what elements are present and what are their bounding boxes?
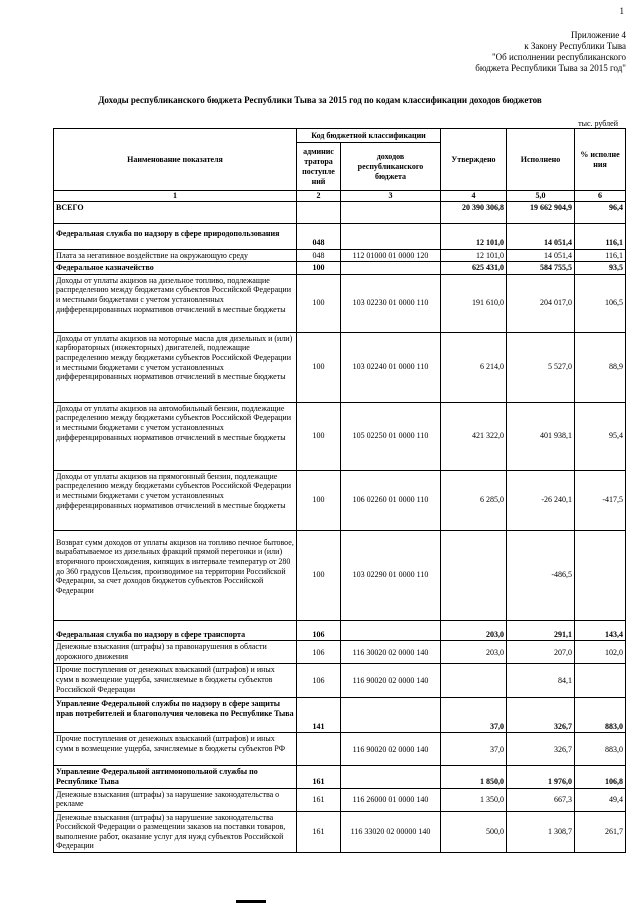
column-number: 3 (341, 191, 441, 202)
row-approved: 500,0 (441, 811, 507, 852)
row-income-code (341, 262, 441, 275)
row-income-code (341, 201, 441, 223)
row-name: Прочие поступления от денежных взысканий (штрафов) и иных сумм в возмещение ущерба, зачисляемые в бюджеты субъектов РФ (54, 733, 297, 766)
header-percent: % исполне ния (575, 129, 626, 191)
table-row (54, 811, 626, 852)
column-number: 6 (575, 191, 626, 202)
row-approved: 625 431,0 (441, 262, 507, 275)
header-name: Наименование показателя (54, 129, 297, 191)
row-approved: 37,0 (441, 698, 507, 733)
row-income-code (341, 766, 441, 788)
row-admin-code: 106 (297, 641, 341, 664)
row-executed: 204 017,0 (507, 274, 575, 332)
row-approved: 1 350,0 (441, 788, 507, 811)
row-executed: 5 527,0 (507, 332, 575, 402)
row-name: Доходы от уплаты акцизов на дизельное топливо, подлежащие распределению между бюджетами субъектов Российской Федерации и местными бюджетами с учетом установленных дифференцированных нормативов отчислений в местные бюджеты (54, 274, 297, 332)
table-row (54, 201, 626, 223)
row-executed: 84,1 (507, 664, 575, 698)
row-income-code (341, 698, 441, 733)
table-row (54, 223, 626, 249)
row-percent: 95,4 (575, 402, 626, 470)
row-name: Управление Федеральной антимонопольной службы по Республике Тыва (54, 766, 297, 788)
row-executed: 14 051,4 (507, 223, 575, 249)
row-name: Управление Федеральной службы по надзору в сфере защиты прав потребителей и благополучия человека по Республике Тыва (54, 698, 297, 733)
row-executed: 326,7 (507, 733, 575, 766)
row-executed: 584 755,5 (507, 262, 575, 275)
header-executed: Исполнено (507, 129, 575, 191)
row-percent: 49,4 (575, 788, 626, 811)
row-executed: 667,3 (507, 788, 575, 811)
row-approved: 421 322,0 (441, 402, 507, 470)
row-percent: 883,0 (575, 733, 626, 766)
row-admin-code: 106 (297, 664, 341, 698)
header-approved: Утверждено (441, 129, 507, 191)
row-name: Федеральное казначейство (54, 262, 297, 275)
row-admin-code: 048 (297, 223, 341, 249)
row-admin-code: 100 (297, 332, 341, 402)
row-executed: 14 051,4 (507, 249, 575, 262)
row-admin-code: 100 (297, 470, 341, 530)
row-income-code: 103 02290 01 0000 110 (341, 530, 441, 620)
row-admin-code: 106 (297, 620, 341, 641)
row-name: Плата за негативное воздействие на окружающую среду (54, 249, 297, 262)
appendix-note (366, 30, 626, 74)
row-income-code: 103 02230 01 0000 110 (341, 274, 441, 332)
table-row (54, 766, 626, 788)
row-approved: 6 214,0 (441, 332, 507, 402)
row-name: ВСЕГО (54, 201, 297, 223)
row-admin-code: 100 (297, 274, 341, 332)
row-percent (575, 664, 626, 698)
row-percent: 106,8 (575, 766, 626, 788)
row-income-code: 112 01000 01 0000 120 (341, 249, 441, 262)
table-row (54, 788, 626, 811)
row-income-code: 116 26000 01 0000 140 (341, 788, 441, 811)
appendix-line: "Об исполнении республиканского (491, 52, 626, 62)
column-number: 1 (54, 191, 297, 202)
row-income-code (341, 223, 441, 249)
row-admin-code (297, 201, 341, 223)
table-row (54, 402, 626, 470)
row-income-code: 116 90020 02 0000 140 (341, 664, 441, 698)
revenue-table (53, 128, 626, 853)
table-row (54, 698, 626, 733)
row-admin-code: 161 (297, 788, 341, 811)
row-percent: 116,1 (575, 249, 626, 262)
document-title: Доходы республиканского бюджета Республики Тыва за 2015 год по кодам классификации доходов бюджетов (98, 95, 542, 105)
page-number: 1 (619, 6, 624, 16)
row-percent: 261,7 (575, 811, 626, 852)
row-approved: 37,0 (441, 733, 507, 766)
row-approved: 12 101,0 (441, 223, 507, 249)
table-row (54, 733, 626, 766)
row-percent: 143,4 (575, 620, 626, 641)
row-approved: 6 285,0 (441, 470, 507, 530)
table-body (54, 201, 626, 852)
row-admin-code: 141 (297, 698, 341, 733)
table-row (54, 274, 626, 332)
column-number: 4 (441, 191, 507, 202)
row-name: Денежные взыскания (штрафы) за нарушение законодательства Российской Федерации о размещении заказов на поставки товаров, выполнение работ, оказание услуг для нужд субъектов Российской Федерации (54, 811, 297, 852)
column-number: 2 (297, 191, 341, 202)
row-name: Федеральная служба по надзору в сфере природопользования (54, 223, 297, 249)
row-percent: -417,5 (575, 470, 626, 530)
row-percent (575, 530, 626, 620)
row-name: Денежные взыскания (штрафы) за правонарушения в области дорожного движения (54, 641, 297, 664)
row-name: Прочие поступления от денежных взысканий (штрафов) и иных сумм в возмещение ущерба, зачисляемые в бюджеты субъектов Российской Федерации (54, 664, 297, 698)
appendix-line: к Закону Республики Тыва (524, 41, 626, 51)
row-income-code: 116 90020 02 0000 140 (341, 733, 441, 766)
row-executed: 1 308,7 (507, 811, 575, 852)
table-row (54, 470, 626, 530)
row-income-code: 105 02250 01 0000 110 (341, 402, 441, 470)
table-row (54, 620, 626, 641)
column-number: 5,0 (507, 191, 575, 202)
row-income-code: 116 30020 02 0000 140 (341, 641, 441, 664)
row-approved: 1 850,0 (441, 766, 507, 788)
row-admin-code: 048 (297, 249, 341, 262)
row-name: Денежные взыскания (штрафы) за нарушение законодательства о рекламе (54, 788, 297, 811)
row-admin-code: 161 (297, 811, 341, 852)
table-row (54, 664, 626, 698)
row-percent: 93,5 (575, 262, 626, 275)
row-executed: 19 662 904,9 (507, 201, 575, 223)
row-admin-code (297, 733, 341, 766)
table-row (54, 332, 626, 402)
row-percent: 116,1 (575, 223, 626, 249)
row-executed: 1 976,0 (507, 766, 575, 788)
row-percent: 102,0 (575, 641, 626, 664)
row-approved: 203,0 (441, 641, 507, 664)
header-income-code: доходов республиканского бюджета (341, 143, 441, 191)
row-executed: 401 938,1 (507, 402, 575, 470)
row-approved: 203,0 (441, 620, 507, 641)
row-percent: 88,9 (575, 332, 626, 402)
row-name: Возврат сумм доходов от уплаты акцизов на топливо печное бытовое, вырабатываемое из дизельных фракций прямой перегонки и (или) вторичного происхождения, кипящих в интервале температур от 280 до 360 градусов Цельсия, производимое на территории Российской Федерации, за счет доходов бюджетов субъектов Российской Федерации (54, 530, 297, 620)
header-admin: админис тратора поступле ний (297, 143, 341, 191)
row-admin-code: 100 (297, 262, 341, 275)
column-numbers-row (54, 191, 626, 202)
row-income-code: 116 33020 02 00000 140 (341, 811, 441, 852)
row-name: Доходы от уплаты акцизов на автомобильный бензин, подлежащие распределению между бюджетами субъектов Российской Федерации и местными бюджетами с учетом установленных дифференцированных нормативов отчислений в местные бюджеты (54, 402, 297, 470)
row-executed: -26 240,1 (507, 470, 575, 530)
row-percent: 96,4 (575, 201, 626, 223)
row-approved (441, 530, 507, 620)
row-admin-code: 161 (297, 766, 341, 788)
row-executed: -486,5 (507, 530, 575, 620)
row-income-code (341, 620, 441, 641)
table-row (54, 249, 626, 262)
row-income-code: 106 02260 01 0000 110 (341, 470, 441, 530)
page-footer-mark (236, 900, 266, 903)
row-admin-code: 100 (297, 530, 341, 620)
row-percent: 106,5 (575, 274, 626, 332)
row-approved: 191 610,0 (441, 274, 507, 332)
row-executed: 291,1 (507, 620, 575, 641)
header-code-group: Код бюджетной классификации (297, 129, 441, 143)
row-name: Федеральная служба по надзору в сфере транспорта (54, 620, 297, 641)
table-row (54, 262, 626, 275)
row-approved (441, 664, 507, 698)
units-label: тыс. рублей (578, 119, 618, 128)
row-name: Доходы от уплаты акцизов на моторные масла для дизельных и (или) карбюраторных (инжекторных) двигателей, подлежащие распределению между бюджетами субъектов Российской Федерации и местными бюджетами с учетом установленных дифференцированных нормативов отчислений в местные бюджеты (54, 332, 297, 402)
table-row (54, 530, 626, 620)
row-approved: 20 390 306,8 (441, 201, 507, 223)
row-executed: 207,0 (507, 641, 575, 664)
appendix-line: бюджета Республики Тыва за 2015 год" (475, 63, 626, 73)
row-admin-code: 100 (297, 402, 341, 470)
row-name: Доходы от уплаты акцизов на прямогонный бензин, подлежащие распределению между бюджетами субъектов Российской Федерации и местными бюджетами с учетом установленных дифференцированных нормативов отчислений в местные бюджеты (54, 470, 297, 530)
row-approved: 12 101,0 (441, 249, 507, 262)
appendix-line: Приложение 4 (570, 30, 626, 40)
row-executed: 326,7 (507, 698, 575, 733)
table-row (54, 641, 626, 664)
row-percent: 883,0 (575, 698, 626, 733)
row-income-code: 103 02240 01 0000 110 (341, 332, 441, 402)
